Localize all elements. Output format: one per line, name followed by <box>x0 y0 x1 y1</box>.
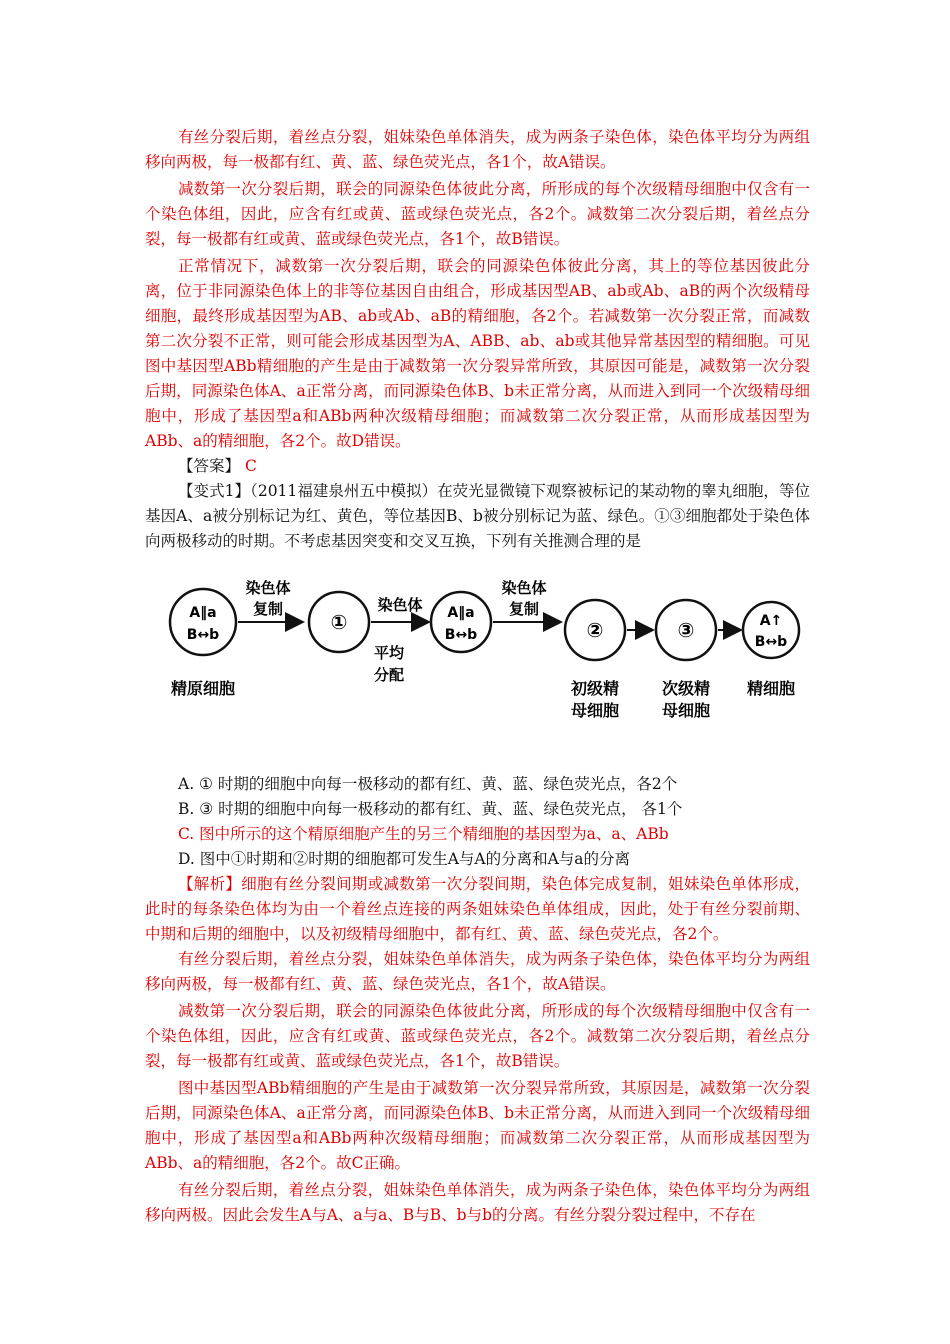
daughter-genotype-top: A‖a <box>447 605 475 621</box>
cell-genotype-top: A‖a <box>189 605 217 621</box>
label-equal: 平均 <box>373 644 405 662</box>
cell-spermatogonium <box>170 589 236 655</box>
analysis-label: 【解析】 <box>178 875 242 893</box>
label-replicate: 复制 <box>252 600 284 618</box>
cell-genotype-bottom: B↔b <box>186 627 220 643</box>
label-secondary-l1: 次级精 <box>661 679 711 698</box>
cell-stage-2 <box>565 600 625 660</box>
option-d: D. 图中①时期和②时期的细胞都可发生A与A的分离和A与a的分离 <box>178 850 631 868</box>
answer-label: 【答案】 <box>178 457 241 475</box>
paragraph-normal-case: 正常情况下，减数第一次分裂后期，联会的同源染色体彼此分离，其上的等位基因彼此分离，位于非同源染色体上的非等位基因自由组合，形成基因型AB、ab或Ab、aB的两个次级精母细胞，最终形成基因型为AB、ab或Ab、aB的精细胞，各2个。若减数第一次分裂正常，而减数第二次分裂不正常，则可能会形成基因型为A、ABB、ab、ab或其他异常基因型的精细胞。可见图中基因型ABb精细胞的产生是由于减数第一次分裂异常所致，其原因可能是，减数第一次分裂后期，同源染色体A、a正常分离，而同源染色体B、b未正常分离，从而进入到同一个次级精母细胞中，形成了基因型a和ABb两种次级精母细胞；而减数第二次分裂正常，从而形成基因型为ABb、a的精细胞，各2个。故D错误。 <box>145 257 810 450</box>
answer-value: C <box>244 457 257 475</box>
analysis-intro-text: 细胞有丝分裂间期或减数第一次分裂间期，染色体完成复制，姐妹染色单体形成，此时的每条染色体均为由一个着丝点连接的两条姐妹染色单体组成，因此，处于有丝分裂前期、中期和后期的细胞中，以及初级精母细胞中，都有红、黄、蓝、绿色荧光点，各2个。 <box>145 875 810 943</box>
analysis-abb-sperm: 图中基因型ABb精细胞的产生是由于减数第一次分裂异常所致，其原因是，减数第一次分裂后期，同源染色体A、a正常分离，而同源染色体B、b未正常分离，从而进入到同一个次级精母细胞中，形成了基因型a和ABb两种次级精母细胞；而减数第二次分裂正常，从而形成基因型为ABb、a的精细胞，各2个。故C正确。 <box>145 1079 810 1172</box>
label-replicate-2: 复制 <box>508 600 540 618</box>
option-b: B. ③ 时期的细胞中向每一极移动的都有红、黄、蓝、绿色荧光点， 各1个 <box>178 800 683 818</box>
stage-1-mark: ① <box>330 610 348 634</box>
analysis-intro <box>145 872 810 947</box>
label-spermatogonium: 精原细胞 <box>170 679 236 698</box>
paragraph-meiosis-i-anaphase: 减数第一次分裂后期，联会的同源染色体彼此分离，所形成的每个次级精母细胞中仅含有一个染色体组，因此，应含有红或黄、蓝或绿色荧光点，各2个。减数第二次分裂后期，着丝点分裂，每一极都有红或黄、蓝或绿色荧光点，各1个，故B错误。 <box>145 180 810 248</box>
cell-stage-1 <box>309 592 369 652</box>
label-primary-l1: 初级精 <box>570 679 620 698</box>
spermatogenesis-diagram <box>163 566 813 741</box>
analysis-mitosis: 有丝分裂后期，着丝点分裂，姐妹染色单体消失，成为两条子染色体，染色体平均分为两组移向两极，每一极都有红、黄、蓝、绿色荧光点，各1个，故A错误。 <box>145 950 810 993</box>
options-and-analysis <box>145 772 810 1228</box>
question-stem <box>145 479 810 554</box>
label-chromosome: 染色体 <box>245 579 291 597</box>
stage-2-mark: ② <box>586 618 604 642</box>
analysis-top <box>145 125 810 554</box>
question-text: （2011福建泉州五中模拟）在荧光显微镜下观察被标记的某动物的睾丸细胞，等位基因A、a被分别标记为红、黄色，等位基因B、b被分别标记为蓝、绿色。①③细胞都处于染色体向两极移动的时期。不考虑基因突变和交叉互换，下列有关推测合理的是 <box>145 482 810 550</box>
answer-line <box>145 454 810 479</box>
label-chromosome-3: 染色体 <box>501 579 547 597</box>
daughter-genotype-bottom: B↔b <box>444 627 478 643</box>
option-a: A. ① 时期的细胞中向每一极移动的都有红、黄、蓝、绿色荧光点，各2个 <box>178 775 678 793</box>
question-label: 【变式1】 <box>178 482 251 500</box>
cell-daughter <box>431 592 491 652</box>
label-sperm: 精细胞 <box>746 679 796 698</box>
stage-3-mark: ③ <box>677 618 695 642</box>
label-chromosome-2: 染色体 <box>377 596 423 614</box>
analysis-mitosis-separation: 有丝分裂后期，着丝点分裂，姐妹染色单体消失，成为两条子染色体，染色体平均分为两组移向两极。因此会发生A与A、a与a、B与B、b与b的分离。有丝分裂分裂过程中，不存在 <box>145 1181 810 1224</box>
sperm-genotype-bottom: B↔b <box>754 634 788 650</box>
label-primary-l2: 母细胞 <box>570 701 620 720</box>
analysis-meiosis-i: 减数第一次分裂后期，联会的同源染色体彼此分离，所形成的每个次级精母细胞中仅含有一个染色体组，因此，应含有红或黄、蓝或绿色荧光点，各2个。减数第二次分裂后期，着丝点分裂，每一极都有红或黄、蓝或绿色荧光点，各1个，故B错误。 <box>145 1002 810 1070</box>
label-distribute: 分配 <box>373 666 405 684</box>
option-c: C. 图中所示的这个精原细胞产生的另三个精细胞的基因型为a、a、ABb <box>178 825 669 843</box>
cell-sperm <box>743 602 799 658</box>
paragraph-mitosis-anaphase: 有丝分裂后期，着丝点分裂，姐妹染色单体消失，成为两条子染色体，染色体平均分为两组移向两极，每一极都有红、黄、蓝、绿色荧光点，各1个，故A错误。 <box>145 128 810 171</box>
cell-stage-3 <box>656 600 716 660</box>
label-secondary-l2: 母细胞 <box>661 701 711 720</box>
sperm-genotype-top: A↑ <box>759 613 783 629</box>
